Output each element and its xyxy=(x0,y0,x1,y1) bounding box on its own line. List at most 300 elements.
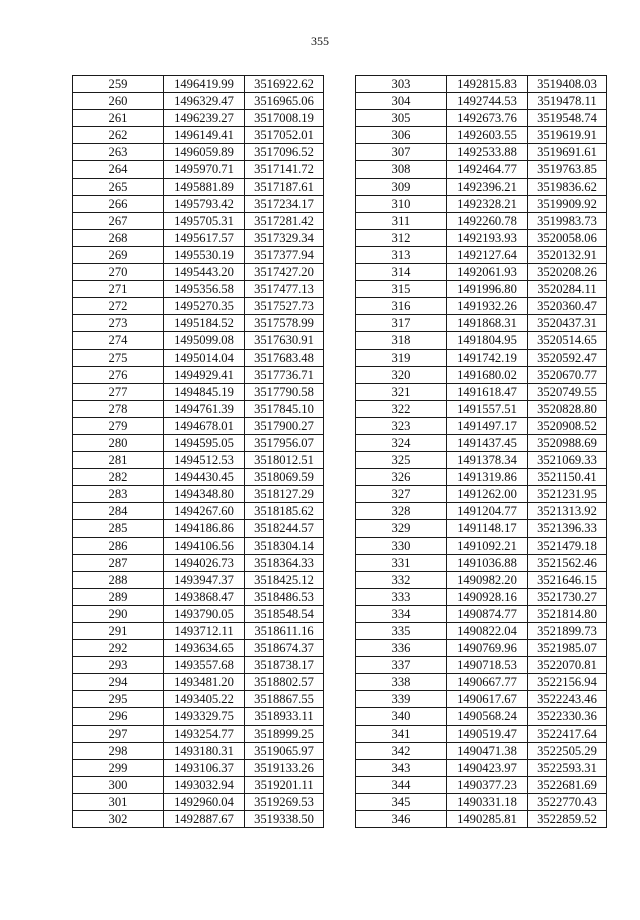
point-number-cell: 295 xyxy=(73,691,164,708)
y-coordinate-cell: 3518304.14 xyxy=(245,537,324,554)
x-coordinate-cell: 1496329.47 xyxy=(164,93,245,110)
table-row xyxy=(73,332,324,349)
table-row xyxy=(356,503,607,520)
y-coordinate-cell: 3519763.85 xyxy=(528,161,607,178)
table-row xyxy=(73,281,324,298)
point-number-cell: 301 xyxy=(73,793,164,810)
x-coordinate-cell: 1493254.77 xyxy=(164,725,245,742)
point-number-cell: 265 xyxy=(73,178,164,195)
point-number-cell: 324 xyxy=(356,434,447,451)
x-coordinate-cell: 1496239.27 xyxy=(164,110,245,127)
x-coordinate-cell: 1493557.68 xyxy=(164,657,245,674)
table-row xyxy=(356,76,607,93)
table-row xyxy=(73,605,324,622)
table-row xyxy=(356,776,607,793)
table-row xyxy=(356,161,607,178)
x-coordinate-cell: 1496419.99 xyxy=(164,76,245,93)
x-coordinate-cell: 1493329.75 xyxy=(164,708,245,725)
table-row xyxy=(356,657,607,674)
y-coordinate-cell: 3518244.57 xyxy=(245,520,324,537)
x-coordinate-cell: 1496149.41 xyxy=(164,127,245,144)
point-number-cell: 308 xyxy=(356,161,447,178)
y-coordinate-cell: 3517790.58 xyxy=(245,383,324,400)
table-row xyxy=(73,195,324,212)
point-number-cell: 261 xyxy=(73,110,164,127)
point-number-cell: 297 xyxy=(73,725,164,742)
y-coordinate-cell: 3517630.91 xyxy=(245,332,324,349)
table-row xyxy=(73,264,324,281)
y-coordinate-cell: 3522593.31 xyxy=(528,759,607,776)
table-row xyxy=(73,417,324,434)
y-coordinate-cell: 3521562.46 xyxy=(528,554,607,571)
point-number-cell: 311 xyxy=(356,212,447,229)
point-number-cell: 306 xyxy=(356,127,447,144)
x-coordinate-cell: 1491804.95 xyxy=(447,332,528,349)
table-row xyxy=(73,144,324,161)
y-coordinate-cell: 3517187.61 xyxy=(245,178,324,195)
y-coordinate-cell: 3519338.50 xyxy=(245,811,324,828)
point-number-cell: 323 xyxy=(356,417,447,434)
y-coordinate-cell: 3517141.72 xyxy=(245,161,324,178)
x-coordinate-cell: 1490471.38 xyxy=(447,742,528,759)
y-coordinate-cell: 3519836.62 xyxy=(528,178,607,195)
table-row xyxy=(356,571,607,588)
table-row xyxy=(356,623,607,640)
table-row xyxy=(356,486,607,503)
y-coordinate-cell: 3520058.06 xyxy=(528,229,607,246)
x-coordinate-cell: 1493947.37 xyxy=(164,571,245,588)
table-row xyxy=(73,554,324,571)
x-coordinate-cell: 1492744.53 xyxy=(447,93,528,110)
table-row xyxy=(356,452,607,469)
y-coordinate-cell: 3517900.27 xyxy=(245,417,324,434)
table-row xyxy=(73,246,324,263)
x-coordinate-cell: 1495184.52 xyxy=(164,315,245,332)
point-number-cell: 275 xyxy=(73,349,164,366)
x-coordinate-cell: 1493481.20 xyxy=(164,674,245,691)
y-coordinate-cell: 3518127.29 xyxy=(245,486,324,503)
point-number-cell: 307 xyxy=(356,144,447,161)
table-row xyxy=(73,742,324,759)
point-number-cell: 279 xyxy=(73,417,164,434)
x-coordinate-cell: 1490667.77 xyxy=(447,674,528,691)
point-number-cell: 312 xyxy=(356,229,447,246)
table-row xyxy=(73,212,324,229)
point-number-cell: 310 xyxy=(356,195,447,212)
y-coordinate-cell: 3519909.92 xyxy=(528,195,607,212)
table-row xyxy=(356,674,607,691)
x-coordinate-cell: 1491378.34 xyxy=(447,452,528,469)
x-coordinate-cell: 1492960.04 xyxy=(164,793,245,810)
x-coordinate-cell: 1491262.00 xyxy=(447,486,528,503)
point-number-cell: 274 xyxy=(73,332,164,349)
point-number-cell: 266 xyxy=(73,195,164,212)
table-row xyxy=(356,537,607,554)
x-coordinate-cell: 1490769.96 xyxy=(447,640,528,657)
point-number-cell: 285 xyxy=(73,520,164,537)
point-number-cell: 291 xyxy=(73,623,164,640)
point-number-cell: 321 xyxy=(356,383,447,400)
y-coordinate-cell: 3517527.73 xyxy=(245,298,324,315)
table-row xyxy=(356,588,607,605)
x-coordinate-cell: 1493180.31 xyxy=(164,742,245,759)
y-coordinate-cell: 3519619.91 xyxy=(528,127,607,144)
x-coordinate-cell: 1494106.56 xyxy=(164,537,245,554)
table-row xyxy=(356,195,607,212)
point-number-cell: 331 xyxy=(356,554,447,571)
y-coordinate-cell: 3520670.77 xyxy=(528,366,607,383)
y-coordinate-cell: 3518069.59 xyxy=(245,469,324,486)
x-coordinate-cell: 1492673.76 xyxy=(447,110,528,127)
y-coordinate-cell: 3519065.97 xyxy=(245,742,324,759)
y-coordinate-cell: 3521646.15 xyxy=(528,571,607,588)
point-number-cell: 314 xyxy=(356,264,447,281)
x-coordinate-cell: 1495881.89 xyxy=(164,178,245,195)
x-coordinate-cell: 1493405.22 xyxy=(164,691,245,708)
x-coordinate-cell: 1490928.16 xyxy=(447,588,528,605)
x-coordinate-cell: 1492533.88 xyxy=(447,144,528,161)
table-row xyxy=(73,588,324,605)
table-row xyxy=(356,434,607,451)
x-coordinate-cell: 1490423.97 xyxy=(447,759,528,776)
x-coordinate-cell: 1494845.19 xyxy=(164,383,245,400)
point-number-cell: 268 xyxy=(73,229,164,246)
x-coordinate-cell: 1490822.04 xyxy=(447,623,528,640)
point-number-cell: 299 xyxy=(73,759,164,776)
table-row xyxy=(73,469,324,486)
y-coordinate-cell: 3518185.62 xyxy=(245,503,324,520)
point-number-cell: 343 xyxy=(356,759,447,776)
y-coordinate-cell: 3517427.20 xyxy=(245,264,324,281)
table-row xyxy=(356,400,607,417)
point-number-cell: 289 xyxy=(73,588,164,605)
y-coordinate-cell: 3517477.13 xyxy=(245,281,324,298)
table-row xyxy=(73,76,324,93)
y-coordinate-cell: 3517096.52 xyxy=(245,144,324,161)
x-coordinate-cell: 1491996.80 xyxy=(447,281,528,298)
table-row xyxy=(73,674,324,691)
y-coordinate-cell: 3520360.47 xyxy=(528,298,607,315)
point-number-cell: 260 xyxy=(73,93,164,110)
point-number-cell: 283 xyxy=(73,486,164,503)
y-coordinate-cell: 3522417.64 xyxy=(528,725,607,742)
x-coordinate-cell: 1490617.67 xyxy=(447,691,528,708)
y-coordinate-cell: 3518867.55 xyxy=(245,691,324,708)
point-number-cell: 334 xyxy=(356,605,447,622)
y-coordinate-cell: 3518999.25 xyxy=(245,725,324,742)
x-coordinate-cell: 1494678.01 xyxy=(164,417,245,434)
table-row xyxy=(356,793,607,810)
point-number-cell: 317 xyxy=(356,315,447,332)
y-coordinate-cell: 3517578.99 xyxy=(245,315,324,332)
point-number-cell: 339 xyxy=(356,691,447,708)
point-number-cell: 276 xyxy=(73,366,164,383)
x-coordinate-cell: 1490568.24 xyxy=(447,708,528,725)
y-coordinate-cell: 3518674.37 xyxy=(245,640,324,657)
point-number-cell: 329 xyxy=(356,520,447,537)
y-coordinate-cell: 3518486.53 xyxy=(245,588,324,605)
point-number-cell: 336 xyxy=(356,640,447,657)
x-coordinate-cell: 1494761.39 xyxy=(164,400,245,417)
point-number-cell: 320 xyxy=(356,366,447,383)
x-coordinate-cell: 1494348.80 xyxy=(164,486,245,503)
y-coordinate-cell: 3519548.74 xyxy=(528,110,607,127)
y-coordinate-cell: 3518548.54 xyxy=(245,605,324,622)
point-number-cell: 313 xyxy=(356,246,447,263)
x-coordinate-cell: 1492887.67 xyxy=(164,811,245,828)
y-coordinate-cell: 3521231.95 xyxy=(528,486,607,503)
table-row xyxy=(73,434,324,451)
x-coordinate-cell: 1491319.86 xyxy=(447,469,528,486)
x-coordinate-cell: 1491557.51 xyxy=(447,400,528,417)
point-number-cell: 293 xyxy=(73,657,164,674)
table-row xyxy=(73,93,324,110)
x-coordinate-cell: 1491618.47 xyxy=(447,383,528,400)
point-number-cell: 269 xyxy=(73,246,164,263)
x-coordinate-cell: 1493712.11 xyxy=(164,623,245,640)
point-number-cell: 316 xyxy=(356,298,447,315)
y-coordinate-cell: 3519133.26 xyxy=(245,759,324,776)
y-coordinate-cell: 3517329.34 xyxy=(245,229,324,246)
table-row xyxy=(356,332,607,349)
y-coordinate-cell: 3517234.17 xyxy=(245,195,324,212)
x-coordinate-cell: 1492127.64 xyxy=(447,246,528,263)
y-coordinate-cell: 3518611.16 xyxy=(245,623,324,640)
x-coordinate-cell: 1492061.93 xyxy=(447,264,528,281)
table-row xyxy=(356,144,607,161)
table-row xyxy=(73,452,324,469)
x-coordinate-cell: 1494430.45 xyxy=(164,469,245,486)
y-coordinate-cell: 3521814.80 xyxy=(528,605,607,622)
table-row xyxy=(73,229,324,246)
table-row xyxy=(356,110,607,127)
x-coordinate-cell: 1495793.42 xyxy=(164,195,245,212)
table-row xyxy=(73,657,324,674)
x-coordinate-cell: 1493790.05 xyxy=(164,605,245,622)
coordinate-table-right-body xyxy=(356,76,607,828)
table-row xyxy=(356,127,607,144)
y-coordinate-cell: 3521396.33 xyxy=(528,520,607,537)
table-row xyxy=(73,503,324,520)
x-coordinate-cell: 1492603.55 xyxy=(447,127,528,144)
point-number-cell: 298 xyxy=(73,742,164,759)
y-coordinate-cell: 3521479.18 xyxy=(528,537,607,554)
x-coordinate-cell: 1491036.88 xyxy=(447,554,528,571)
y-coordinate-cell: 3520908.52 xyxy=(528,417,607,434)
point-number-cell: 294 xyxy=(73,674,164,691)
point-number-cell: 280 xyxy=(73,434,164,451)
table-row xyxy=(356,264,607,281)
y-coordinate-cell: 3522156.94 xyxy=(528,674,607,691)
x-coordinate-cell: 1491680.02 xyxy=(447,366,528,383)
point-number-cell: 259 xyxy=(73,76,164,93)
table-row xyxy=(356,366,607,383)
table-row xyxy=(73,691,324,708)
table-row xyxy=(73,161,324,178)
x-coordinate-cell: 1494595.05 xyxy=(164,434,245,451)
y-coordinate-cell: 3521730.27 xyxy=(528,588,607,605)
y-coordinate-cell: 3520132.91 xyxy=(528,246,607,263)
y-coordinate-cell: 3518738.17 xyxy=(245,657,324,674)
table-row xyxy=(356,383,607,400)
x-coordinate-cell: 1491092.21 xyxy=(447,537,528,554)
y-coordinate-cell: 3519269.53 xyxy=(245,793,324,810)
point-number-cell: 346 xyxy=(356,811,447,828)
table-row xyxy=(73,623,324,640)
point-number-cell: 319 xyxy=(356,349,447,366)
x-coordinate-cell: 1495356.58 xyxy=(164,281,245,298)
y-coordinate-cell: 3518933.11 xyxy=(245,708,324,725)
table-row xyxy=(73,366,324,383)
x-coordinate-cell: 1490285.81 xyxy=(447,811,528,828)
point-number-cell: 278 xyxy=(73,400,164,417)
y-coordinate-cell: 3520208.26 xyxy=(528,264,607,281)
table-row xyxy=(356,742,607,759)
x-coordinate-cell: 1491932.26 xyxy=(447,298,528,315)
point-number-cell: 330 xyxy=(356,537,447,554)
y-coordinate-cell: 3520828.80 xyxy=(528,400,607,417)
table-row xyxy=(73,776,324,793)
x-coordinate-cell: 1492815.83 xyxy=(447,76,528,93)
table-row xyxy=(356,93,607,110)
x-coordinate-cell: 1493868.47 xyxy=(164,588,245,605)
table-row xyxy=(73,178,324,195)
table-row xyxy=(356,640,607,657)
y-coordinate-cell: 3517008.19 xyxy=(245,110,324,127)
table-row xyxy=(356,759,607,776)
x-coordinate-cell: 1490874.77 xyxy=(447,605,528,622)
point-number-cell: 333 xyxy=(356,588,447,605)
table-row xyxy=(73,400,324,417)
table-row xyxy=(73,110,324,127)
y-coordinate-cell: 3520749.55 xyxy=(528,383,607,400)
y-coordinate-cell: 3521985.07 xyxy=(528,640,607,657)
x-coordinate-cell: 1492193.93 xyxy=(447,229,528,246)
table-row xyxy=(356,298,607,315)
point-number-cell: 344 xyxy=(356,776,447,793)
point-number-cell: 342 xyxy=(356,742,447,759)
x-coordinate-cell: 1494929.41 xyxy=(164,366,245,383)
table-row xyxy=(356,605,607,622)
point-number-cell: 267 xyxy=(73,212,164,229)
x-coordinate-cell: 1492464.77 xyxy=(447,161,528,178)
table-row xyxy=(356,554,607,571)
point-number-cell: 338 xyxy=(356,674,447,691)
y-coordinate-cell: 3518012.51 xyxy=(245,452,324,469)
y-coordinate-cell: 3520592.47 xyxy=(528,349,607,366)
y-coordinate-cell: 3520988.69 xyxy=(528,434,607,451)
x-coordinate-cell: 1495617.57 xyxy=(164,229,245,246)
coordinate-table-left xyxy=(72,75,324,828)
table-row xyxy=(356,725,607,742)
point-number-cell: 327 xyxy=(356,486,447,503)
point-number-cell: 296 xyxy=(73,708,164,725)
point-number-cell: 292 xyxy=(73,640,164,657)
x-coordinate-cell: 1495014.04 xyxy=(164,349,245,366)
table-row xyxy=(73,725,324,742)
point-number-cell: 335 xyxy=(356,623,447,640)
y-coordinate-cell: 3517377.94 xyxy=(245,246,324,263)
y-coordinate-cell: 3517956.07 xyxy=(245,434,324,451)
y-coordinate-cell: 3517281.42 xyxy=(245,212,324,229)
point-number-cell: 318 xyxy=(356,332,447,349)
point-number-cell: 305 xyxy=(356,110,447,127)
table-row xyxy=(73,127,324,144)
table-row xyxy=(356,349,607,366)
point-number-cell: 281 xyxy=(73,452,164,469)
point-number-cell: 341 xyxy=(356,725,447,742)
point-number-cell: 262 xyxy=(73,127,164,144)
y-coordinate-cell: 3517845.10 xyxy=(245,400,324,417)
point-number-cell: 263 xyxy=(73,144,164,161)
point-number-cell: 288 xyxy=(73,571,164,588)
table-row xyxy=(356,691,607,708)
x-coordinate-cell: 1490718.53 xyxy=(447,657,528,674)
table-row xyxy=(73,383,324,400)
table-row xyxy=(356,520,607,537)
y-coordinate-cell: 3522070.81 xyxy=(528,657,607,674)
x-coordinate-cell: 1490519.47 xyxy=(447,725,528,742)
x-coordinate-cell: 1495099.08 xyxy=(164,332,245,349)
point-number-cell: 271 xyxy=(73,281,164,298)
table-row xyxy=(356,246,607,263)
table-row xyxy=(73,537,324,554)
point-number-cell: 277 xyxy=(73,383,164,400)
y-coordinate-cell: 3520437.31 xyxy=(528,315,607,332)
table-row xyxy=(356,229,607,246)
point-number-cell: 264 xyxy=(73,161,164,178)
point-number-cell: 337 xyxy=(356,657,447,674)
y-coordinate-cell: 3517683.48 xyxy=(245,349,324,366)
point-number-cell: 284 xyxy=(73,503,164,520)
table-row xyxy=(73,640,324,657)
x-coordinate-cell: 1491204.77 xyxy=(447,503,528,520)
y-coordinate-cell: 3522681.69 xyxy=(528,776,607,793)
x-coordinate-cell: 1492328.21 xyxy=(447,195,528,212)
point-number-cell: 304 xyxy=(356,93,447,110)
point-number-cell: 340 xyxy=(356,708,447,725)
table-row xyxy=(73,520,324,537)
table-row xyxy=(73,315,324,332)
x-coordinate-cell: 1494512.53 xyxy=(164,452,245,469)
table-row xyxy=(73,298,324,315)
table-row xyxy=(356,212,607,229)
x-coordinate-cell: 1493032.94 xyxy=(164,776,245,793)
page-number: 355 xyxy=(311,34,329,48)
x-coordinate-cell: 1491497.17 xyxy=(447,417,528,434)
point-number-cell: 300 xyxy=(73,776,164,793)
coordinate-table-right xyxy=(355,75,607,828)
y-coordinate-cell: 3516965.06 xyxy=(245,93,324,110)
y-coordinate-cell: 3522243.46 xyxy=(528,691,607,708)
y-coordinate-cell: 3521313.92 xyxy=(528,503,607,520)
table-row xyxy=(356,178,607,195)
y-coordinate-cell: 3517052.01 xyxy=(245,127,324,144)
y-coordinate-cell: 3519691.61 xyxy=(528,144,607,161)
table-row xyxy=(73,349,324,366)
point-number-cell: 282 xyxy=(73,469,164,486)
y-coordinate-cell: 3519478.11 xyxy=(528,93,607,110)
y-coordinate-cell: 3518802.57 xyxy=(245,674,324,691)
y-coordinate-cell: 3517736.71 xyxy=(245,366,324,383)
x-coordinate-cell: 1490331.18 xyxy=(447,793,528,810)
x-coordinate-cell: 1492396.21 xyxy=(447,178,528,195)
table-row xyxy=(73,486,324,503)
x-coordinate-cell: 1495970.71 xyxy=(164,161,245,178)
y-coordinate-cell: 3520514.65 xyxy=(528,332,607,349)
point-number-cell: 322 xyxy=(356,400,447,417)
y-coordinate-cell: 3519983.73 xyxy=(528,212,607,229)
